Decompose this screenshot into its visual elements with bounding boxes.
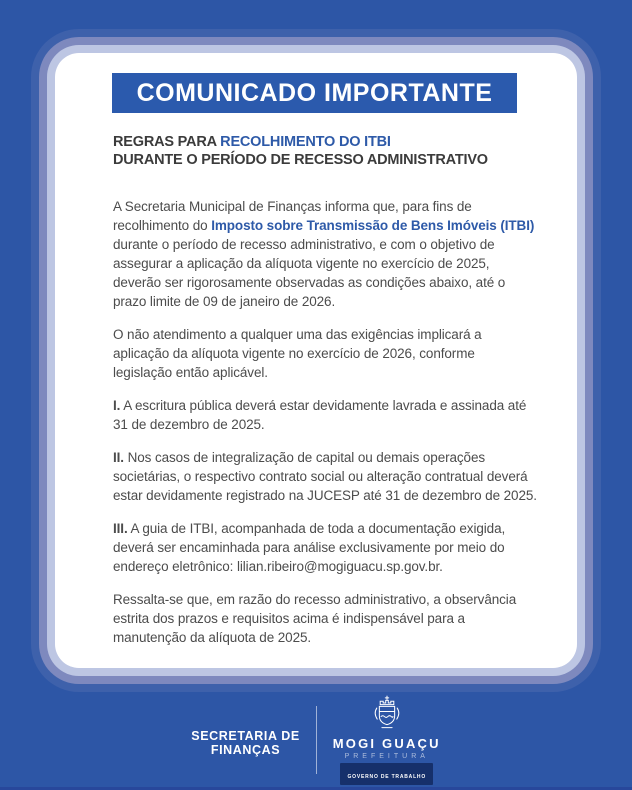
paragraph-item-1: I. A escritura pública deverá estar devidamente lavrada e assinada até 31 de dezembro de 2025. [113,398,527,432]
coat-of-arms-icon [370,695,404,733]
title-line-2: DURANTE O PERÍODO DE RECESSO ADMINISTRATIVO [113,152,488,168]
department-name [191,729,300,757]
logo-subtitle: PREFEITURA [344,753,429,760]
banner-title: COMUNICADO IMPORTANTE [136,78,493,107]
page-title [113,133,537,169]
logo-tagline-text: GOVERNO DE TRABALHO [347,774,427,780]
department-line-1: SECRETARIA DE [191,729,300,743]
paragraph-item-2: II. Nos casos de integralização de capital ou demais operações societárias, o respectivo contrato social ou alteração contratual deverá estar devidamente registrado na JUCESP até 31 de dezembro de 2025. [113,450,537,503]
banner [112,73,517,113]
announcement-card [55,53,577,668]
footer [0,698,632,782]
city-logo [333,695,441,785]
paragraph-item-3: III. A guia de ITBI, acompanhada de toda a documentação exigida, deverá ser encaminhada para análise exclusivamente por meio do endereço eletrônico: lilian.ribeiro@mogiguacu.sp.gov.br. [113,521,506,574]
logo-tagline [340,763,433,785]
footer-divider [316,706,317,774]
city-name: MOGI GUAÇU [332,736,441,751]
paragraph-warning: O não atendimento a qualquer uma das exigências implicará a aplicação da alíquota vigente no exercício de 2026, conforme legislação então aplicável. [113,327,482,380]
title-line-1: REGRAS PARA RECOLHIMENTO DO ITBI [113,134,391,150]
paragraph-intro: A Secretaria Municipal de Finanças informa que, para fins de recolhimento do Imposto sobre Transmissão de Bens Imóveis (ITBI) durante o período de recesso administrativo, e com o objetivo de assegurar a aplicação da alíquota vigente no exercício de 2025, deverão ser rigorosamente observadas as condições abaixo, até o prazo limite de 09 de janeiro de 2026. [113,199,535,309]
body-text [113,197,537,647]
department-line-2: FINANÇAS [210,743,281,757]
paragraph-closing: Ressalta-se que, em razão do recesso administrativo, a observância estrita dos prazos e requisitos acima é indispensável para a manutenção da alíquota de 2025. [113,592,517,645]
